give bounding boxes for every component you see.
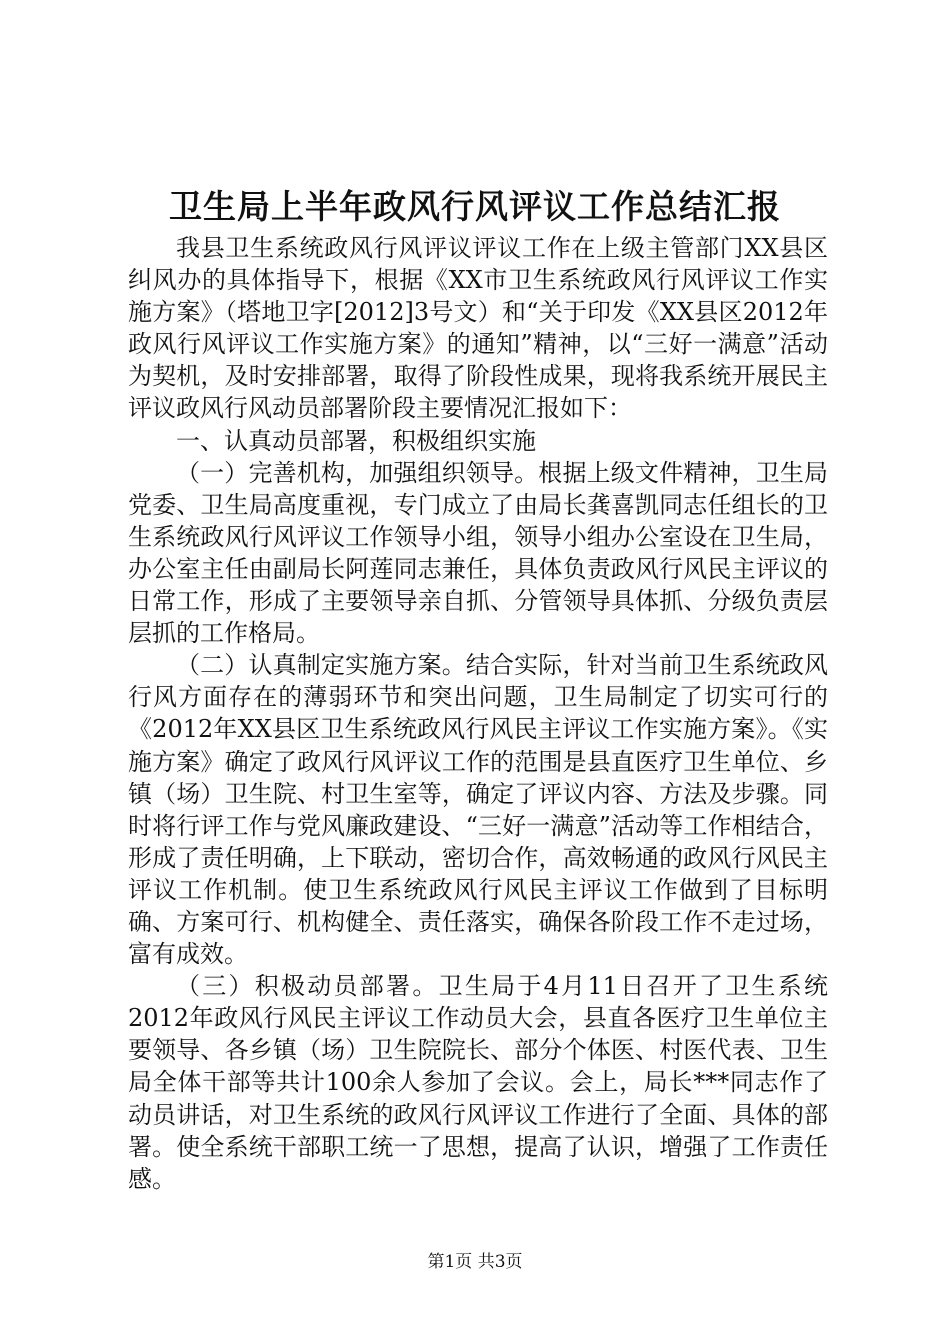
body-paragraph: （一）完善机构，加强组织领导。根据上级文件精神，卫生局党委、卫生局高度重视，专门成立了由局长龚喜凯同志任组长的卫生系统政风行风评议工作领导小组，领导小组办公室设在卫生局，办公室主任由副局长阿莲同志兼任，具体负责政风行风民主评议的日常工作，形成了主要领导亲自抓、分管领导具体抓、分级负责层层抓的工作格局。: [128, 458, 828, 648]
page-footer: 第1页 共3页: [427, 1252, 523, 1272]
intro-paragraph: 我县卫生系统政风行风评议评议工作在上级主管部门XX县区纠风办的具体指导下，根据《XX市卫生系统政风行风评议工作实施方案》（塔地卫字[2012]3号文）和“关于印发《XX县区2012年政风行风评议工作实施方案》的通知”精神，以“三好一满意”活动为契机，及时安排部署，取得了阶段性成果，现将我系统开展民主评议政风行风动员部署阶段主要情况汇报如下：: [128, 234, 828, 423]
body-paragraph: （三）积极动员部署。卫生局于4月11日召开了卫生系统2012年政风行风民主评议工作动员大会，县直各医疗卫生单位主要领导、各乡镇（场）卫生院院长、部分个体医、村医代表、卫生局全体干部等共计100余人参加了会议。会上，局长***同志作了动员讲话，对卫生系统的政风行风评议工作进行了全面、具体的部署。使全系统干部职工统一了思想，提高了认识，增强了工作责任感。: [128, 972, 828, 1193]
body-paragraph: （二）认真制定实施方案。结合实际，针对当前卫生系统政风行风方面存在的薄弱环节和突出问题，卫生局制定了切实可行的《2012年XX县区卫生系统政风行风民主评议工作实施方案》。《实施方案》确定了政风行风评议工作的范围是县直医疗卫生单位、乡镇（场）卫生院、村卫生室等，确定了评议内容、方法及步骤。同时将行评工作与党风廉政建设、“三好一满意”活动等工作相结合，形成了责任明确，上下联动，密切合作，高效畅通的政风行风民主评议工作机制。使卫生系统政风行风民主评议工作做到了目标明确、方案可行、机构健全、责任落实，确保各阶段工作不走过场，富有成效。: [128, 651, 828, 969]
document-body: [128, 232, 828, 1195]
section-heading: 一、认真动员部署，积极组织实施: [176, 426, 536, 455]
document-title: 卫生局上半年政风行风评议工作总结汇报: [169, 187, 781, 226]
